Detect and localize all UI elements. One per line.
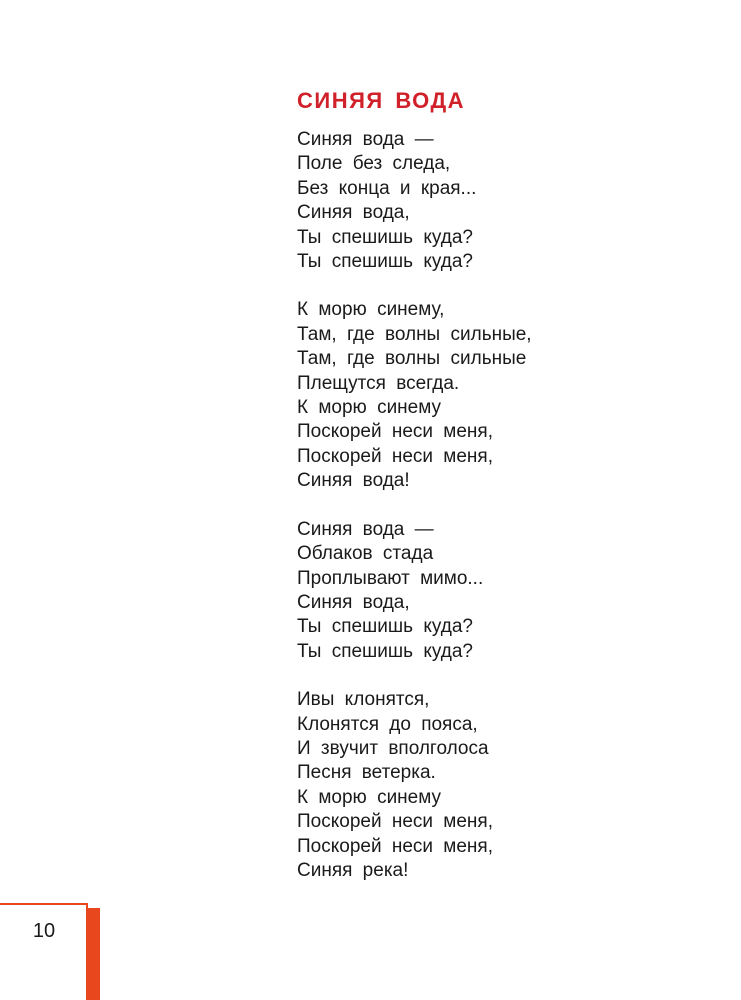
poem-line: Поскорей неси меня, xyxy=(297,421,493,443)
poem-line: Синяя река! xyxy=(297,859,409,881)
poem-line: Проплывают мимо... xyxy=(297,567,484,589)
poem-line: Синяя вода, xyxy=(297,202,410,224)
poem-line: Облаков стада xyxy=(297,543,434,565)
stanza xyxy=(297,518,717,664)
poem-line: И звучит вполголоса xyxy=(297,737,489,759)
poem-line: Синяя вода — xyxy=(297,518,434,540)
poem-line: Ты спешишь куда? xyxy=(297,616,473,638)
poem-line: Поле без следа, xyxy=(297,153,451,175)
poem-line: Ты спешишь куда? xyxy=(297,226,473,248)
poem-line: Ивы клонятся, xyxy=(297,689,430,711)
poem-line: Ты спешишь куда? xyxy=(297,640,473,662)
poem-line: Плещутся всегда. xyxy=(297,372,460,394)
poem-line: Там, где волны сильные, xyxy=(297,323,532,345)
poem-line: Синяя вода — xyxy=(297,129,434,150)
page-number: 10 xyxy=(32,920,56,942)
poem-line: Песня ветерка. xyxy=(297,762,436,784)
poem-line: Синяя вода! xyxy=(297,470,410,492)
poem-line: К морю синему xyxy=(297,786,442,808)
poem-line: Там, где волны сильные xyxy=(297,348,527,370)
poem-title: СИНЯЯ ВОДА xyxy=(297,88,466,113)
stanza xyxy=(297,688,717,883)
poem-line: Без конца и края... xyxy=(297,177,477,199)
poem-line: Поскорей неси меня, xyxy=(297,835,493,857)
poem-line: Поскорей неси меня, xyxy=(297,445,493,467)
stanza xyxy=(297,128,717,274)
poem-line: Клонятся до пояса, xyxy=(297,713,478,735)
poem-line: Поскорей неси меня, xyxy=(297,811,493,833)
poem-line: К морю синему xyxy=(297,397,442,419)
poem-line: К морю синему, xyxy=(297,299,445,321)
stanza xyxy=(297,298,717,493)
poem-line: Синяя вода, xyxy=(297,591,410,613)
poem-body xyxy=(297,128,717,907)
poem-line: Ты спешишь куда? xyxy=(297,251,473,273)
